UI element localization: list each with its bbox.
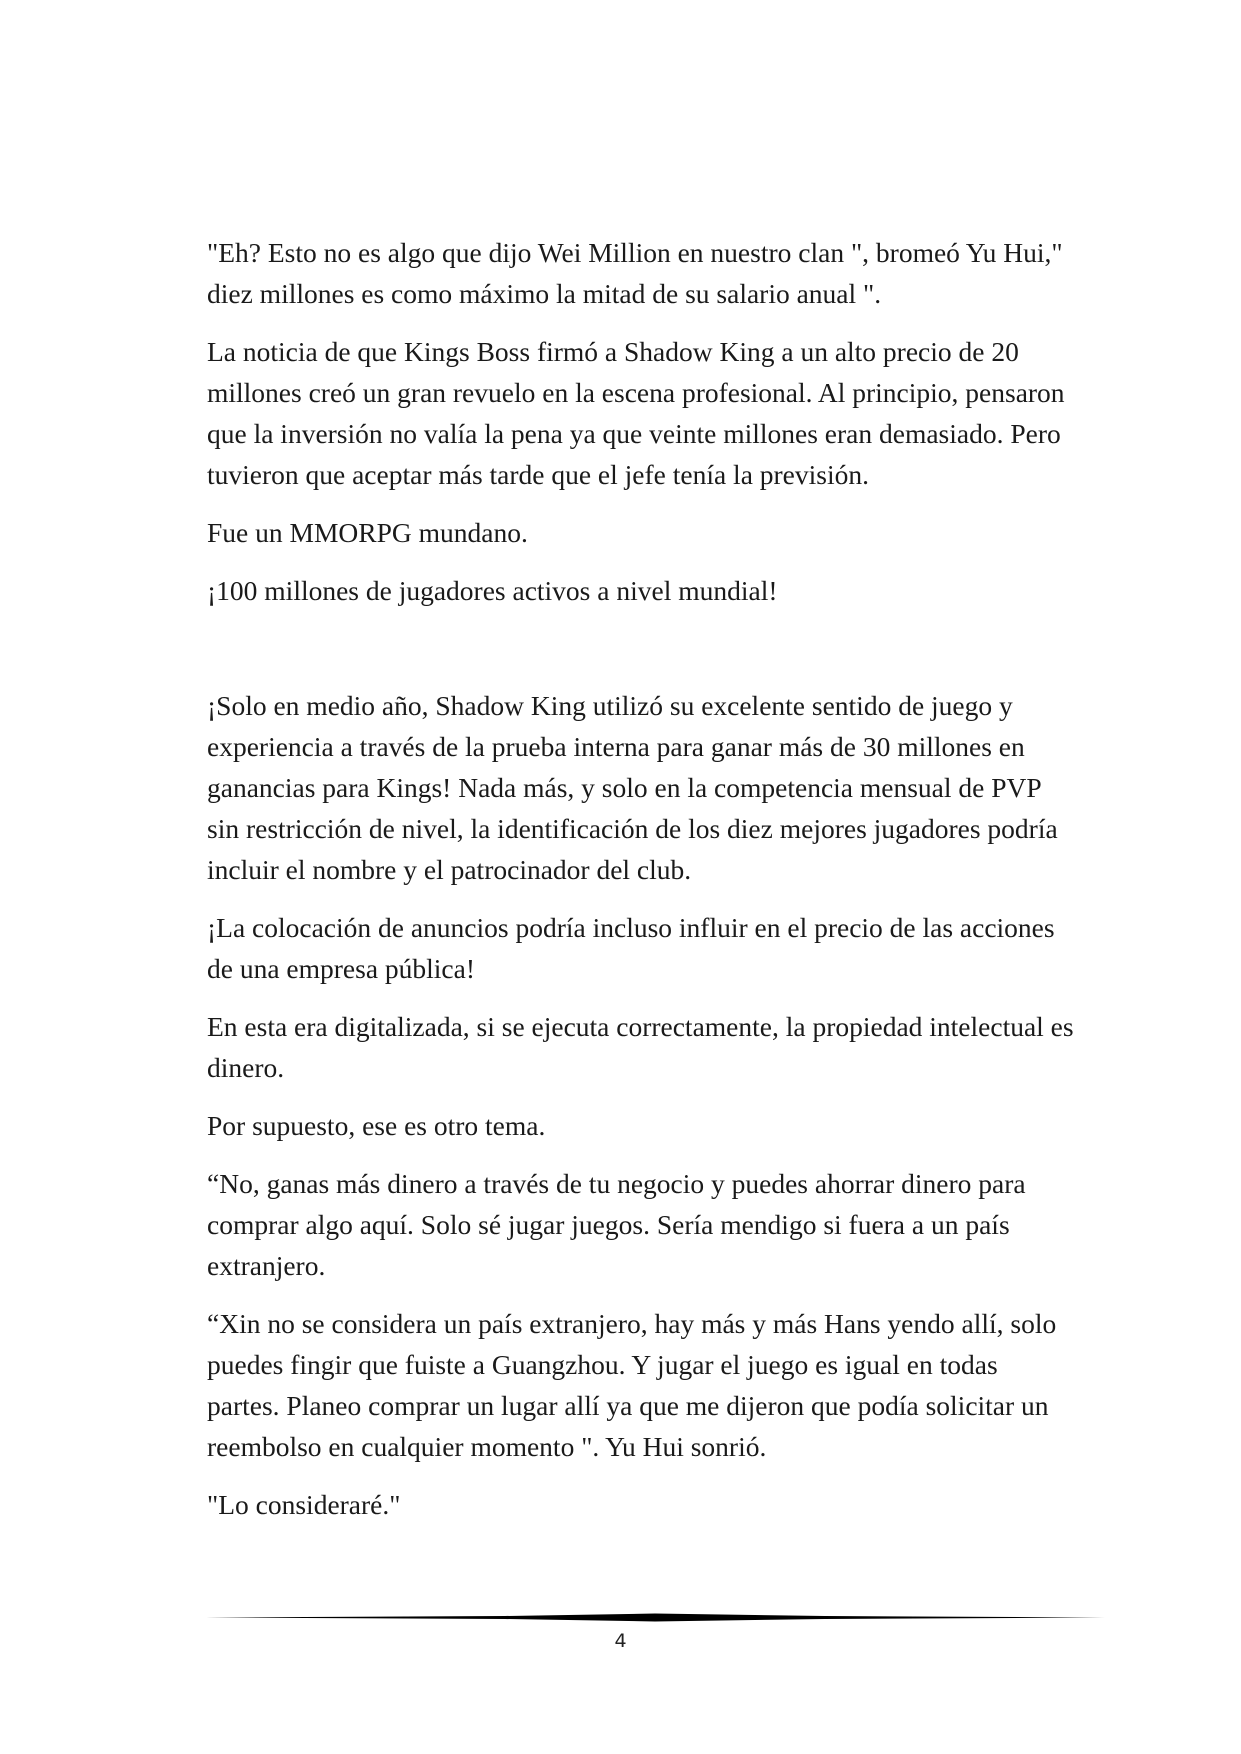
paragraph: Fue un MMORPG mundano. bbox=[207, 517, 528, 548]
paragraph: “Xin no se considera un país extranjero, hay más y más Hans yendo allí, solo puedes fingir que fuiste a Guangzhou. Y jugar el juego es igual en todas partes. Planeo comprar un lugar allí ya que me dijeron que podía solicitar un reembolso en cualquier momento ". Yu Hui sonrió. bbox=[207, 1308, 1057, 1462]
paragraph: La noticia de que Kings Boss firmó a Shadow King a un alto precio de 20 millones creó un gran revuelo en la escena profesional. Al principio, pensaron que la inversión no valía la pena ya que veinte millones eran demasiado. Pero tuvieron que aceptar más tarde que el jefe tenía la previsión. bbox=[207, 336, 1065, 490]
footer-divider bbox=[205, 1612, 1105, 1624]
paragraph: "Eh? Esto no es algo que dijo Wei Million en nuestro clan ", bromeó Yu Hui," diez millones es como máximo la mitad de su salario anual ". bbox=[207, 237, 1063, 309]
paragraph: ¡Solo en medio año, Shadow King utilizó su excelente sentido de juego y experiencia a través de la prueba interna para ganar más de 30 millones en ganancias para Kings! Nada más, y solo en la competencia mensual de PVP sin restricción de nivel, la identificación de los diez mejores jugadores podría incluir el nombre y el patrocinador del club. bbox=[207, 690, 1058, 885]
paragraph: En esta era digitalizada, si se ejecuta correctamente, la propiedad intelectual es dinero. bbox=[207, 1011, 1074, 1083]
page-number: 4 bbox=[614, 1630, 627, 1652]
body-text bbox=[207, 232, 1077, 1542]
paragraph: Por supuesto, ese es otro tema. bbox=[207, 1110, 546, 1141]
footer-divider-shape bbox=[205, 1614, 1105, 1622]
paragraph: ¡La colocación de anuncios podría incluso influir en el precio de las acciones de una empresa pública! bbox=[207, 912, 1055, 984]
paragraph: ¡100 millones de jugadores activos a nivel mundial! bbox=[207, 575, 778, 606]
paragraph: "Lo consideraré." bbox=[207, 1489, 401, 1520]
paragraph: “No, ganas más dinero a través de tu negocio y puedes ahorrar dinero para comprar algo aquí. Solo sé jugar juegos. Sería mendigo si fuera a un país extranjero. bbox=[207, 1168, 1026, 1281]
section-gap bbox=[207, 628, 1077, 685]
